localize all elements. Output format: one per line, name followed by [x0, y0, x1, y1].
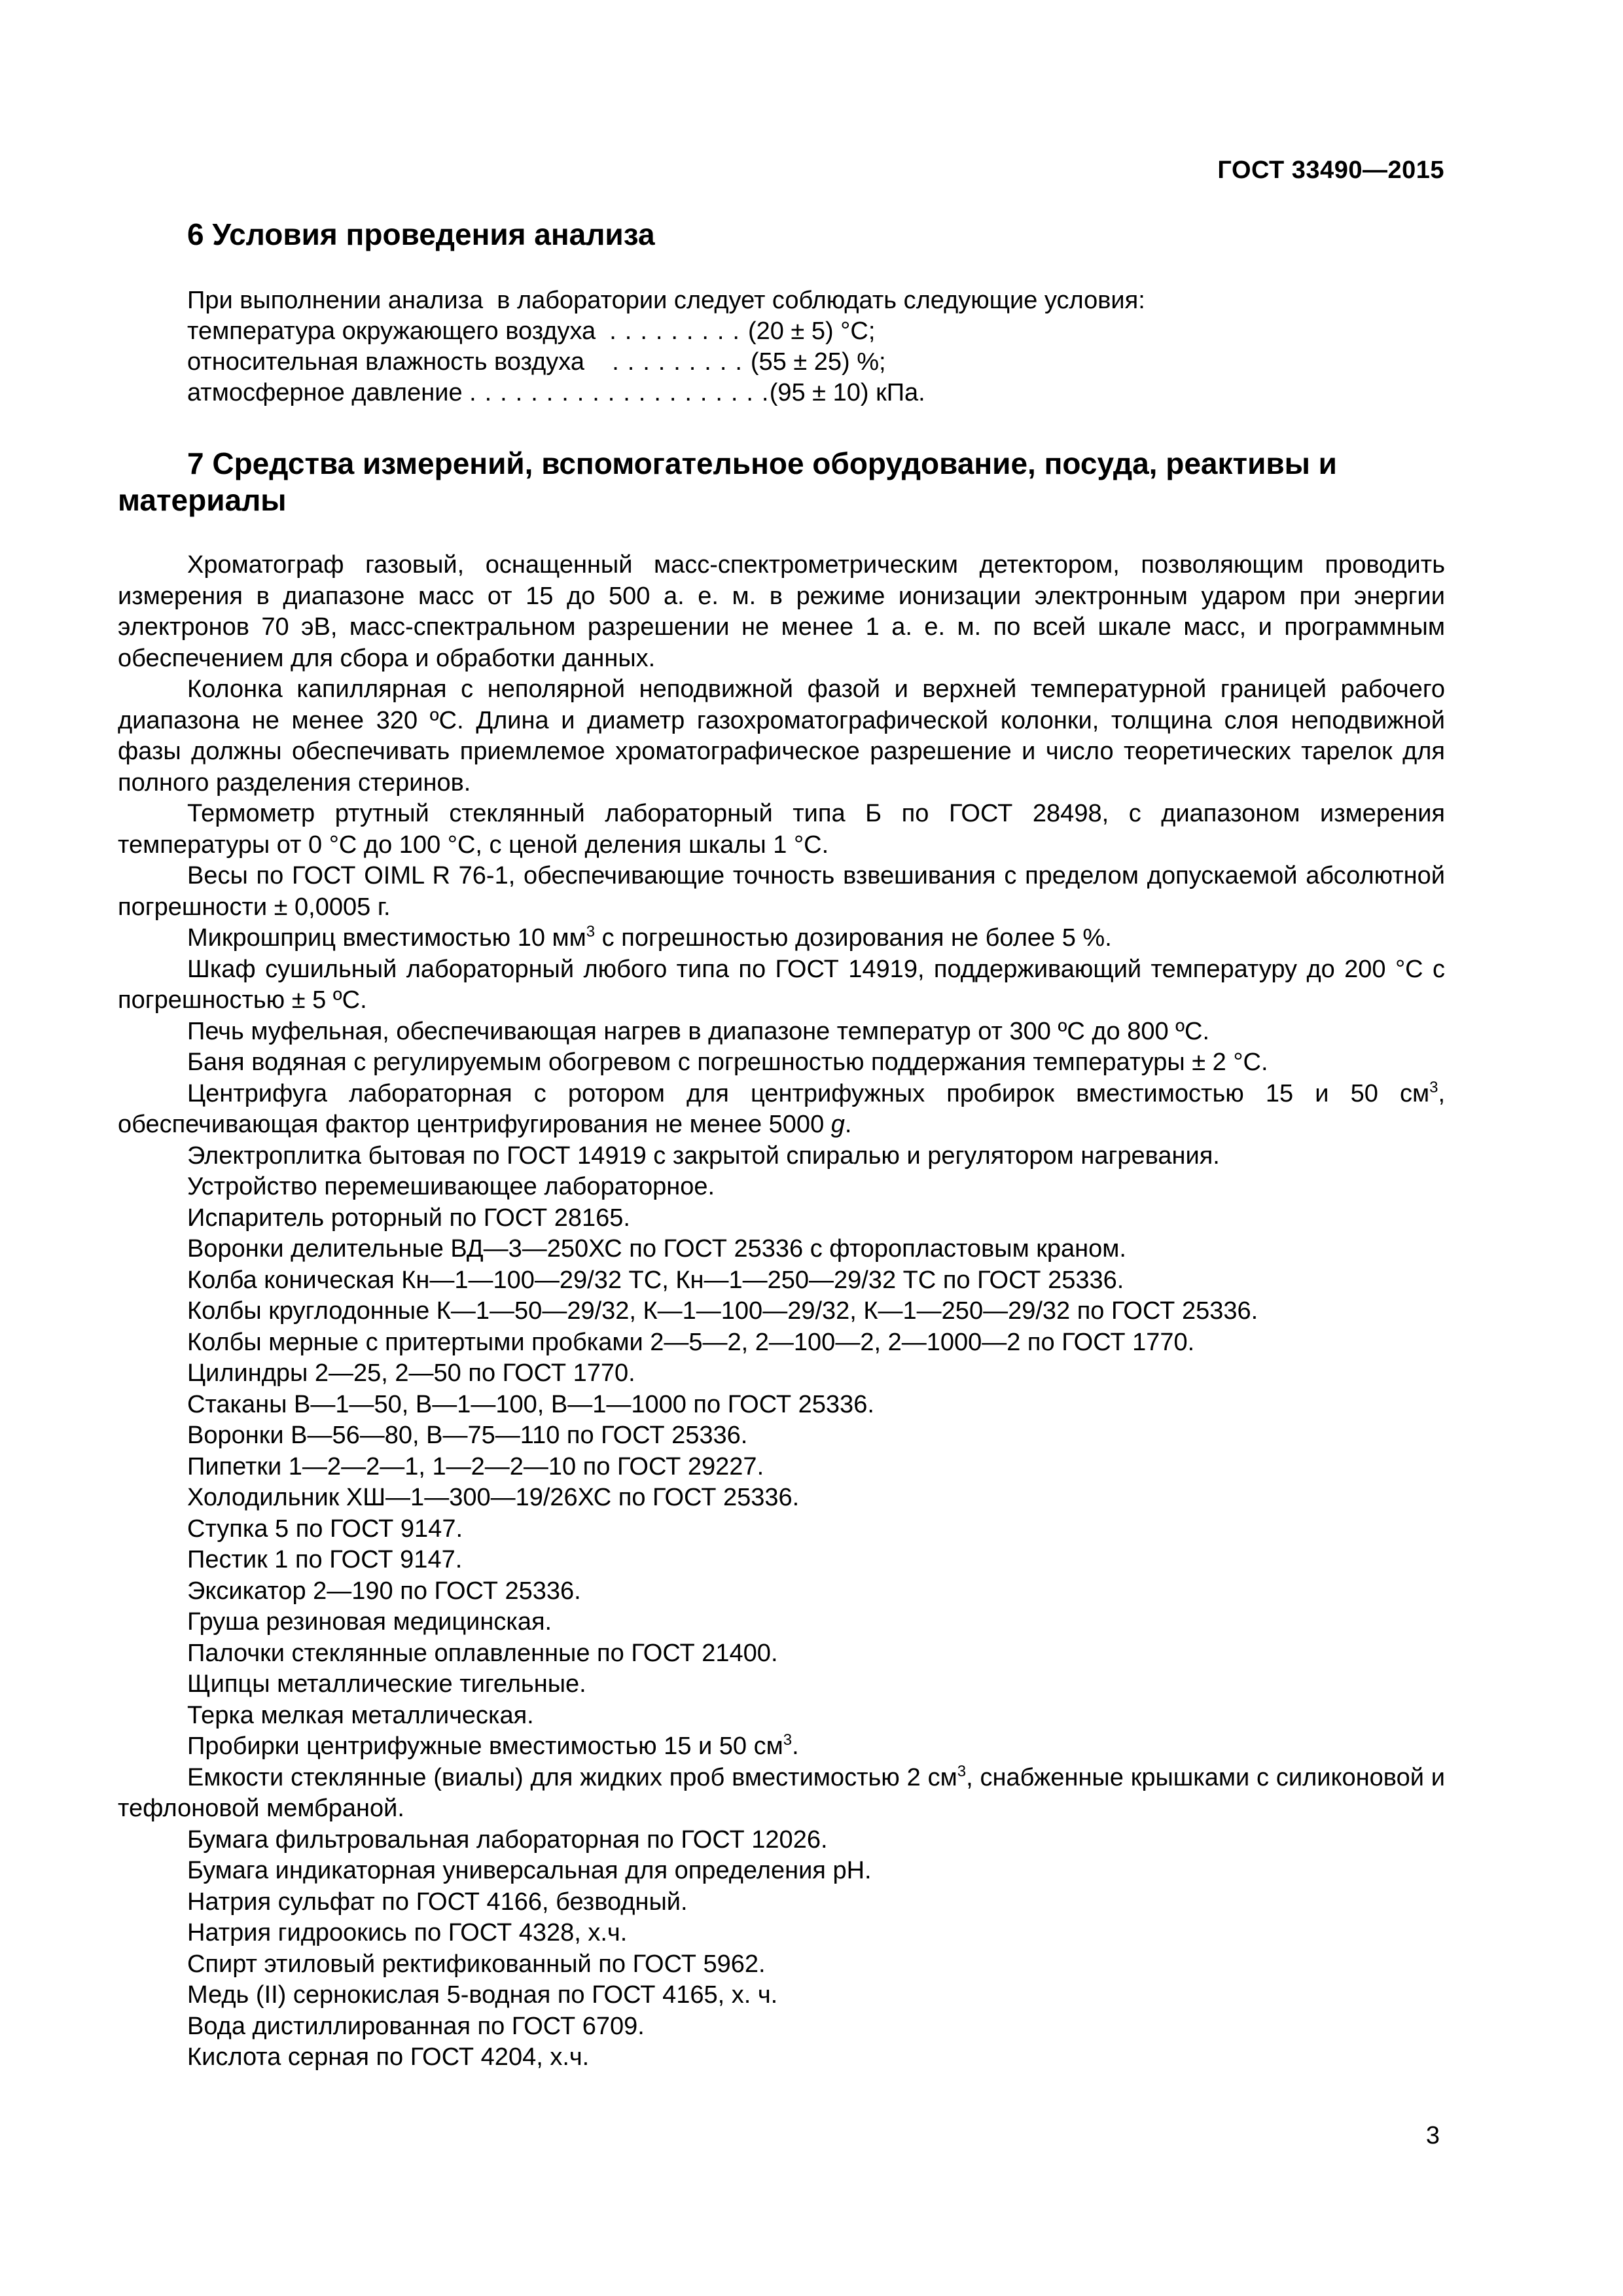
list-item: Испаритель роторный по ГОСТ 28165.: [187, 1204, 630, 1232]
list-item: Ступка 5 по ГОСТ 9147.: [187, 1515, 463, 1543]
list-item: Терка мелкая металлическая.: [187, 1701, 534, 1729]
list-item: Воронки делительные ВД—3—250ХС по ГОСТ 25336 с фторопластовым краном.: [187, 1235, 1126, 1263]
condition-pressure: атмосферное давление . . . . . . . . . . . . . . . . . . . .(95 ± 10) кПа.: [187, 379, 925, 406]
paragraph-water-bath: Баня водяная с регулируемым обогревом с погрешностью поддержания температуры ± 2 °С.: [187, 1049, 1268, 1076]
list-item: Спирт этиловый ректификованный по ГОСТ 5962.: [187, 1950, 766, 1978]
list-item: Устройство перемешивающее лабораторное.: [187, 1173, 715, 1200]
list-item: Воронки В—56—80, В—75—110 по ГОСТ 25336.: [187, 1422, 748, 1449]
section-7-body: [118, 550, 1445, 2073]
paragraph-drying-cabinet: Шкаф сушильный лабораторный любого типа по ГОСТ 14919, поддерживающий температуру до 200 °С с погрешностью ± 5 ºС.: [118, 955, 1445, 1014]
paragraph-scales: Весы по ГОСТ OIML R 76-1, обеспечивающие точность взвешивания с пределом допускаемой абсолютной погрешности ± 0,0005 г.: [118, 862, 1445, 921]
list-item: Холодильник ХШ—1—300—19/26ХС по ГОСТ 25336.: [187, 1484, 800, 1511]
paragraph-muffle-furnace: Печь муфельная, обеспечивающая нагрев в диапазоне температур от 300 ºС до 800 ºС.: [187, 1017, 1210, 1045]
list-item: Колбы мерные с притертыми пробками 2—5—2, 2—100—2, 2—1000—2 по ГОСТ 1770.: [187, 1328, 1195, 1356]
list-item: Пестик 1 по ГОСТ 9147.: [187, 1546, 463, 1573]
list-item: Цилиндры 2—25, 2—50 по ГОСТ 1770.: [187, 1359, 635, 1387]
list-item: Пипетки 1—2—2—1, 1—2—2—10 по ГОСТ 29227.: [187, 1452, 764, 1480]
section-7-title: 7 Средства измерений, вспомогательное оборудование, посуда, реактивы и материалы: [118, 446, 1337, 517]
list-item: Колбы круглодонные К—1—50—29/32, К—1—100—29/32, К—1—250—29/32 по ГОСТ 25336.: [187, 1297, 1258, 1325]
paragraph-centrifuge: Центрифуга лабораторная с ротором для центрифужных пробирок вместимостью 15 и 50 $см^3$, обеспечивающая фактор центрифугирования не менее 5000 g.: [118, 1078, 1445, 1138]
paragraph-column: Колонка капиллярная с неполярной неподвижной фазой и верхней температурной границей рабочего диапазона не менее 320 ºС. Длина и диаметр газохроматографической колонки, толщина слоя неподвижной фазы должны обеспечивать приемлемое хроматографическое разрешение и число теоретических тарелок для полного разделения стеринов.: [118, 675, 1445, 797]
list-item: Груша резиновая медицинская.: [187, 1608, 552, 1636]
page-number: 3: [1425, 2122, 1440, 2149]
list-item: Натрия сульфат по ГОСТ 4166, безводный.: [187, 1888, 688, 1916]
list-item: Бумага фильтровальная лабораторная по ГОСТ 12026.: [187, 1825, 828, 1854]
list-item: Стаканы В—1—50, В—1—100, В—1—1000 по ГОСТ 25336.: [187, 1390, 874, 1418]
document-header-code: ГОСТ 33490—2015: [1217, 156, 1444, 184]
paragraph-chromatograph: Хроматограф газовый, оснащенный масс-спектрометрическим детектором, позволяющим проводить измерения в диапазоне масс от 15 до 500 а. е. м. в режиме ионизации электронным ударом при энергии электронов 70 эВ, масс-спектральном разрешении не менее 1 а. е. м. по всей шкале масс, и программным обеспечением для сбора и обработки данных.: [118, 551, 1445, 672]
list-item: Медь (II) сернокислая 5-водная по ГОСТ 4165, х. ч.: [187, 1981, 778, 2009]
list-item: Палочки стеклянные оплавленные по ГОСТ 21400.: [187, 1639, 778, 1667]
condition-temperature: температура окружающего воздуха . . . . . . . . . (20 ± 5) °С;: [187, 317, 876, 345]
paragraph-vials: Емкости стеклянные (виалы) для жидких проб вместимостью 2 $см^3$, снабженные крышками с силиконовой и тефлоновой мембраной.: [118, 1762, 1445, 1822]
list-item: Щипцы металлические тигельные.: [187, 1670, 586, 1698]
paragraph-thermometer: Термометр ртутный стеклянный лабораторный типа Б по ГОСТ 28498, с диапазоном измерения температуры от 0 °С до 100 °С, с ценой деления шкалы 1 °С.: [118, 800, 1445, 859]
section-6-title: 6 Условия проведения анализа: [187, 217, 655, 251]
condition-humidity: относительная влажность воздуха . . . . . . . . . (55 ± 25) %;: [187, 348, 886, 376]
list-item: Пробирки центрифужные вместимостью 15 и 50 $см^3$.: [187, 1731, 799, 1760]
list-item: Кислота серная по ГОСТ 4204, х.ч.: [187, 2043, 590, 2071]
list-item: Бумага индикаторная универсальная для определения рН.: [187, 1857, 872, 1884]
paragraph-microsyringe: Микрошприц вместимостью 10 $мм^3$ с погрешностью дозирования не более 5 %.: [187, 923, 1112, 952]
list-item: Колба коническая Кн—1—100—29/32 ТС, Кн—1—250—29/32 ТС по ГОСТ 25336.: [187, 1266, 1124, 1294]
list-item: Электроплитка бытовая по ГОСТ 14919 с закрытой спиралью и регулятором нагревания.: [187, 1141, 1220, 1170]
list-item: Вода дистиллированная по ГОСТ 6709.: [187, 2012, 645, 2040]
conditions-intro: При выполнении анализа в лаборатории следует соблюдать следующие условия:: [187, 287, 1145, 314]
list-item: Натрия гидроокись по ГОСТ 4328, х.ч.: [187, 1919, 628, 1946]
list-item: Эксикатор 2—190 по ГОСТ 25336.: [187, 1577, 581, 1605]
